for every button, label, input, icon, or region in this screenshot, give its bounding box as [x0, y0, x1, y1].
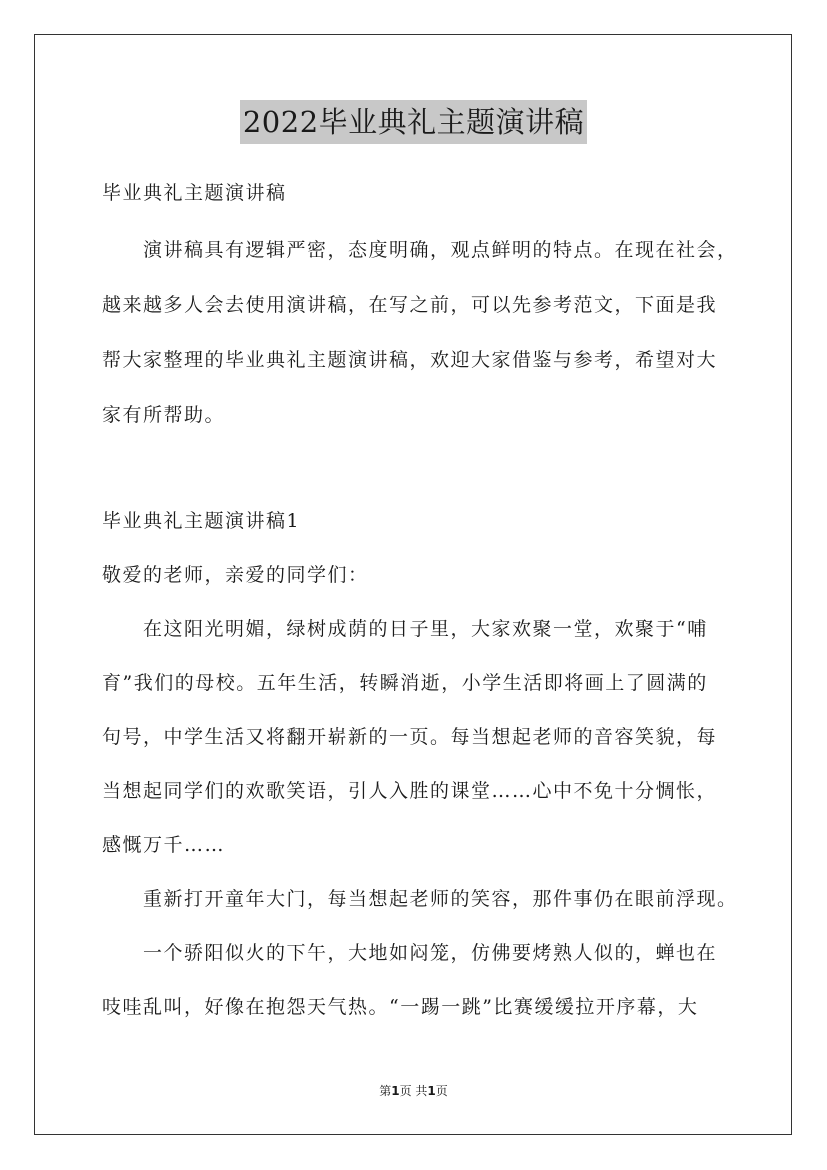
paragraph-line: 重新打开童年大门，每当想起老师的笑容，那件事仍在眼前浮现。 [143, 888, 738, 910]
paragraph-line: 感慨万千…… [102, 834, 226, 856]
paragraph-line: 家有所帮助。 [102, 404, 226, 426]
footer-page-number: 1 [391, 1084, 400, 1098]
paragraph-line: 吱哇乱叫，好像在抱怨天气热。“一踢一跳”比赛缓缓拉开序幕，大 [102, 996, 699, 1018]
paragraph-line: 当想起同学们的欢歌笑语，引人入胜的课堂……心中不免十分惆怅， [102, 780, 718, 802]
footer-page-total: 1 [427, 1084, 436, 1098]
paragraph-line: 育”我们的母校。五年生活，转瞬消逝，小学生活即将画上了圆满的 [102, 672, 708, 694]
footer-prefix: 第 [379, 1084, 392, 1098]
paragraph-line: 越来越多人会去使用演讲稿，在写之前，可以先参考范文，下面是我 [102, 294, 718, 316]
footer-mid: 页 共 [399, 1084, 428, 1098]
document-title: 2022毕业典礼主题演讲稿 [240, 100, 587, 144]
speech-heading: 毕业典礼主题演讲稿1 [102, 510, 301, 532]
paragraph-line: 一个骄阳似火的下午，大地如闷笼，仿佛要烤熟人似的，蝉也在 [143, 942, 718, 964]
paragraph-line: 在这阳光明媚，绿树成荫的日子里，大家欢聚一堂，欢聚于“哺 [143, 618, 708, 640]
footer-suffix: 页 [435, 1084, 448, 1098]
paragraph-line: 句号，中学生活又将翻开崭新的一页。每当想起老师的音容笑貌，每 [102, 726, 718, 748]
paragraph-line: 演讲稿具有逻辑严密，态度明确，观点鲜明的特点。在现在社会， [143, 239, 738, 261]
paragraph-line: 帮大家整理的毕业典礼主题演讲稿，欢迎大家借鉴与参考，希望对大 [102, 349, 718, 371]
title-container [0, 100, 827, 144]
page-footer [0, 1083, 827, 1099]
section-heading: 毕业典礼主题演讲稿 [102, 182, 287, 204]
salutation: 敬爱的老师，亲爱的同学们： [102, 564, 369, 586]
